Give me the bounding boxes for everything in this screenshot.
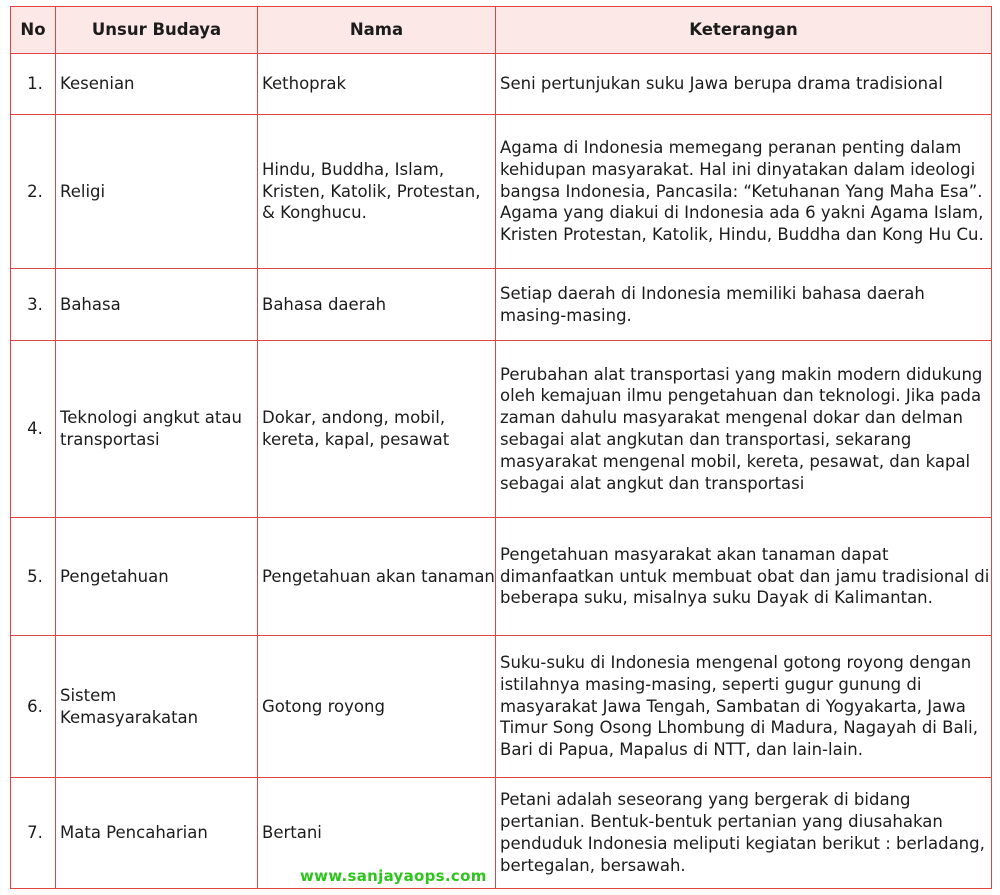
row-keterangan: Seni pertunjukan suku Jawa berupa drama tradisional (496, 54, 992, 115)
row-keterangan: Setiap daerah di Indonesia memiliki bahasa daerah masing-masing. (496, 269, 992, 341)
table-row (11, 636, 992, 778)
row-nama: Hindu, Buddha, Islam, Kristen, Katolik, Protestan, & Konghucu. (258, 115, 496, 269)
row-nama: Pengetahuan akan tanaman (258, 518, 496, 636)
row-unsur: Religi (56, 115, 258, 269)
watermark: www.sanjayaops.com (300, 867, 487, 885)
row-keterangan: Agama di Indonesia memegang peranan penting dalam kehidupan masyarakat. Hal ini dinyatakan dalam ideologi bangsa Indonesia, Pancasila: “Ketuhanan Yang Maha Esa”. Agama yang diakui di Indonesia ada 6 yakni Agama Islam, Kristen Protestan, Katolik, Hindu, Buddha dan Kong Hu Cu. (496, 115, 992, 269)
header-keterangan: Keterangan (496, 7, 992, 54)
table-row (11, 518, 992, 636)
row-unsur: Pengetahuan (56, 518, 258, 636)
table-row (11, 341, 992, 518)
row-unsur: Teknologi angkut atau transportasi (56, 341, 258, 518)
row-nama: Gotong royong (258, 636, 496, 778)
header-nama: Nama (258, 7, 496, 54)
row-keterangan: Petani adalah seseorang yang bergerak di bidang pertanian. Bentuk-bentuk pertanian yang diusahakan penduduk Indonesia meliputi kegiatan berikut : berladang, bertegalan, bersawah. (496, 778, 992, 889)
row-number: 3. (11, 269, 56, 341)
row-number: 4. (11, 341, 56, 518)
row-number: 2. (11, 115, 56, 269)
row-keterangan: Pengetahuan masyarakat akan tanaman dapat dimanfaatkan untuk membuat obat dan jamu tradisional di beberapa suku, misalnya suku Dayak di Kalimantan. (496, 518, 992, 636)
row-nama: Bahasa daerah (258, 269, 496, 341)
table-row (11, 54, 992, 115)
table-header-row (11, 7, 992, 54)
row-number: 6. (11, 636, 56, 778)
header-unsur-budaya: Unsur Budaya (56, 7, 258, 54)
row-unsur: Mata Pencaharian (56, 778, 258, 889)
culture-table (10, 6, 992, 889)
row-unsur: Bahasa (56, 269, 258, 341)
header-no: No (11, 7, 56, 54)
row-keterangan: Perubahan alat transportasi yang makin modern didukung oleh kemajuan ilmu pengetahuan dan teknologi. Jika pada zaman dahulu masyarakat mengenal dokar dan delman sebagai alat angkutan dan transportasi, sekarang masyarakat mengenal mobil, kereta, pesawat, dan kapal sebagai alat angkut dan transportasi (496, 341, 992, 518)
row-nama: Bertani (258, 778, 496, 889)
table-row (11, 269, 992, 341)
row-number: 5. (11, 518, 56, 636)
row-nama: Dokar, andong, mobil, kereta, kapal, pesawat (258, 341, 496, 518)
row-unsur: Sistem Kemasyarakatan (56, 636, 258, 778)
row-keterangan: Suku-suku di Indonesia mengenal gotong royong dengan istilahnya masing-masing, seperti gugur gunung di masyarakat Jawa Tengah, Sambatan di Yogyakarta, Jawa Timur Song Osong Lhombung di Madura, Nagayah di Bali, Bari di Papua, Mapalus di NTT, dan lain-lain. (496, 636, 992, 778)
row-unsur: Kesenian (56, 54, 258, 115)
table-row (11, 115, 992, 269)
row-nama: Kethoprak (258, 54, 496, 115)
row-number: 1. (11, 54, 56, 115)
table-row (11, 778, 992, 889)
row-number: 7. (11, 778, 56, 889)
